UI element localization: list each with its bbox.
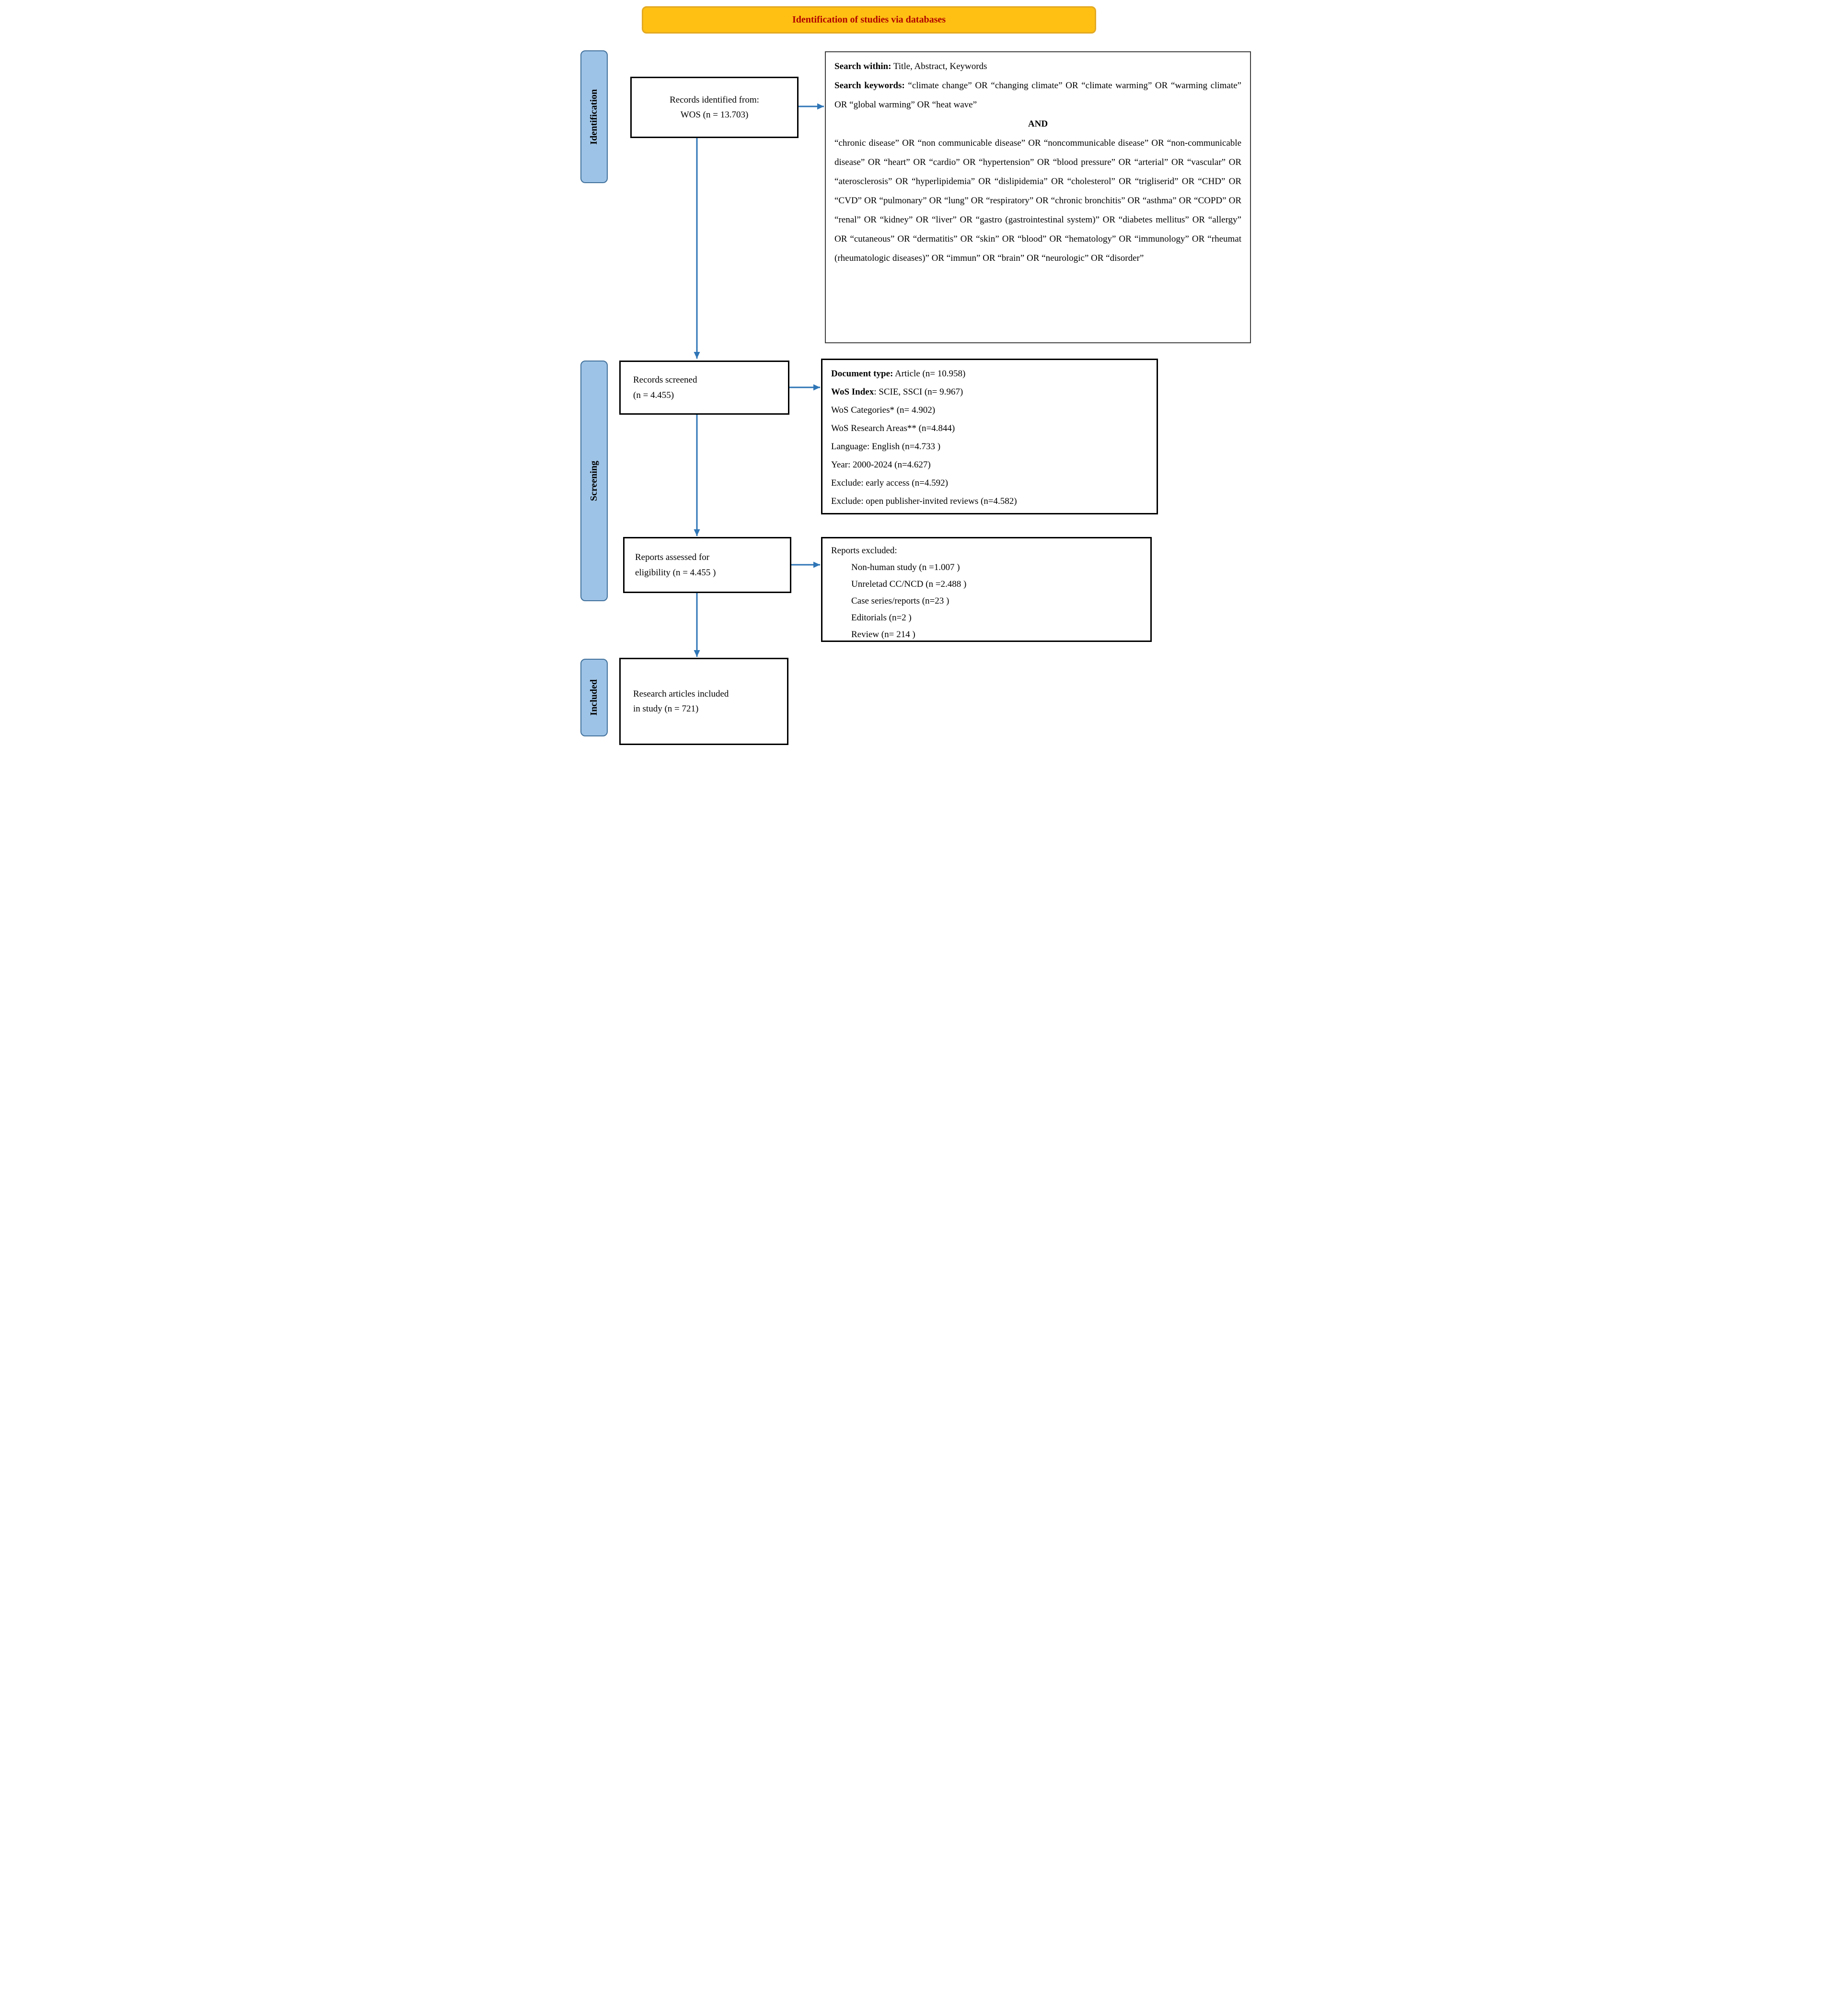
filter-document-type-label: Document type: <box>831 369 893 379</box>
filter-wos-categories: WoS Categories* (n= 4.902) <box>831 405 936 415</box>
excluded-item-editorials: Editorials (n=2 ) <box>851 613 912 623</box>
box-research-articles-included <box>619 658 788 745</box>
filter-document-type <box>831 365 1148 383</box>
prisma-flow-diagram <box>574 0 1267 758</box>
excluded-item-non-human: Non-human study (n =1.007 ) <box>851 562 960 572</box>
reports-assessed-line1: Reports assessed for <box>635 552 710 563</box>
filter-year: Year: 2000-2024 (n=4.627) <box>831 460 931 470</box>
records-identified-line2: WOS (n = 13.703) <box>680 110 749 120</box>
filter-wos-index-label: WoS Index <box>831 387 874 397</box>
filter-wos-index <box>831 383 1148 401</box>
filter-exclude-early-access: Exclude: early access (n=4.592) <box>831 478 948 488</box>
search-within-value: Title, Abstract, Keywords <box>891 61 987 71</box>
records-screened-line2: (n = 4.455) <box>633 390 674 400</box>
filter-exclude-reviews: Exclude: open publisher-invited reviews (n=4.582) <box>831 496 1017 506</box>
excluded-title: Reports excluded: <box>831 546 897 556</box>
reports-assessed-line2: eligibility (n = 4.455 ) <box>635 567 716 578</box>
stage-label-identification <box>580 50 608 183</box>
box-records-screened <box>619 361 789 415</box>
search-keywords-label: Search keywords: <box>834 81 905 91</box>
stage-label-screening <box>580 361 608 601</box>
search-within-label: Search within: <box>834 61 892 71</box>
stage-identification-text: Identification <box>589 89 599 145</box>
banner-title: Identification of studies via databases <box>792 14 946 25</box>
filter-language: Language: English (n=4.733 ) <box>831 442 941 452</box>
filter-document-type-value: Article (n= 10.958) <box>893 369 966 379</box>
search-keywords-line <box>834 76 1241 115</box>
search-within-line <box>834 57 1241 76</box>
filter-wos-research-areas: WoS Research Areas** (n=4.844) <box>831 423 955 433</box>
banner-identification-of-studies <box>642 6 1096 34</box>
search-keywords-block2: “chronic disease” OR “non communicable disease” OR “noncommunicable disease” OR “non-communicable disease” OR “heart” OR “cardio” OR “hypertension” OR “blood pressure” OR “arterial” OR “vascular” OR “aterosclerosis” OR “hyperlipidemia” OR “dislipidemia” OR “cholesterol” OR “trigliserid” OR “CHD” OR “CVD” OR “pulmonary” OR “lung” OR “respiratory” OR “chronic bronchitis” OR “asthma” OR “COPD” OR “renal” OR “kidney” OR “liver” OR “gastro (gastrointestinal system)” OR “diabetes mellitus” OR “allergy” OR “cutaneous” OR “dermatitis” OR “skin” OR “blood” OR “hematology” OR “immunology” OR “rheumat (rheumatologic diseases)” OR “immun” OR “brain” OR “neurologic” OR “disorder” <box>834 138 1241 263</box>
records-identified-line1: Records identified from: <box>670 94 759 105</box>
filter-wos-index-value: : SCIE, SSCI (n= 9.967) <box>874 387 963 397</box>
stage-included-text: Included <box>589 679 599 716</box>
excluded-item-case-series: Case series/reports (n=23 ) <box>851 596 949 606</box>
stage-label-included <box>580 659 608 736</box>
included-articles-line2: in study (n = 721) <box>633 704 699 714</box>
box-reports-assessed <box>623 537 791 593</box>
included-articles-line1: Research articles included <box>633 688 729 699</box>
box-screening-filters <box>821 359 1158 514</box>
excluded-item-unrelated: Unreletad CC/NCD (n =2.488 ) <box>851 579 967 589</box>
search-keywords-value: “climate change” OR “changing climate” OR “climate warming” OR “warming climate” OR “global warming” OR “heat wave” <box>834 81 1241 110</box>
search-and-operator: AND <box>1028 119 1048 129</box>
stage-screening-text: Screening <box>589 460 599 501</box>
records-screened-line1: Records screened <box>633 375 697 385</box>
box-records-identified <box>630 77 799 138</box>
box-reports-excluded <box>821 537 1152 642</box>
box-search-details <box>825 51 1251 343</box>
excluded-item-review: Review (n= 214 ) <box>851 629 915 640</box>
